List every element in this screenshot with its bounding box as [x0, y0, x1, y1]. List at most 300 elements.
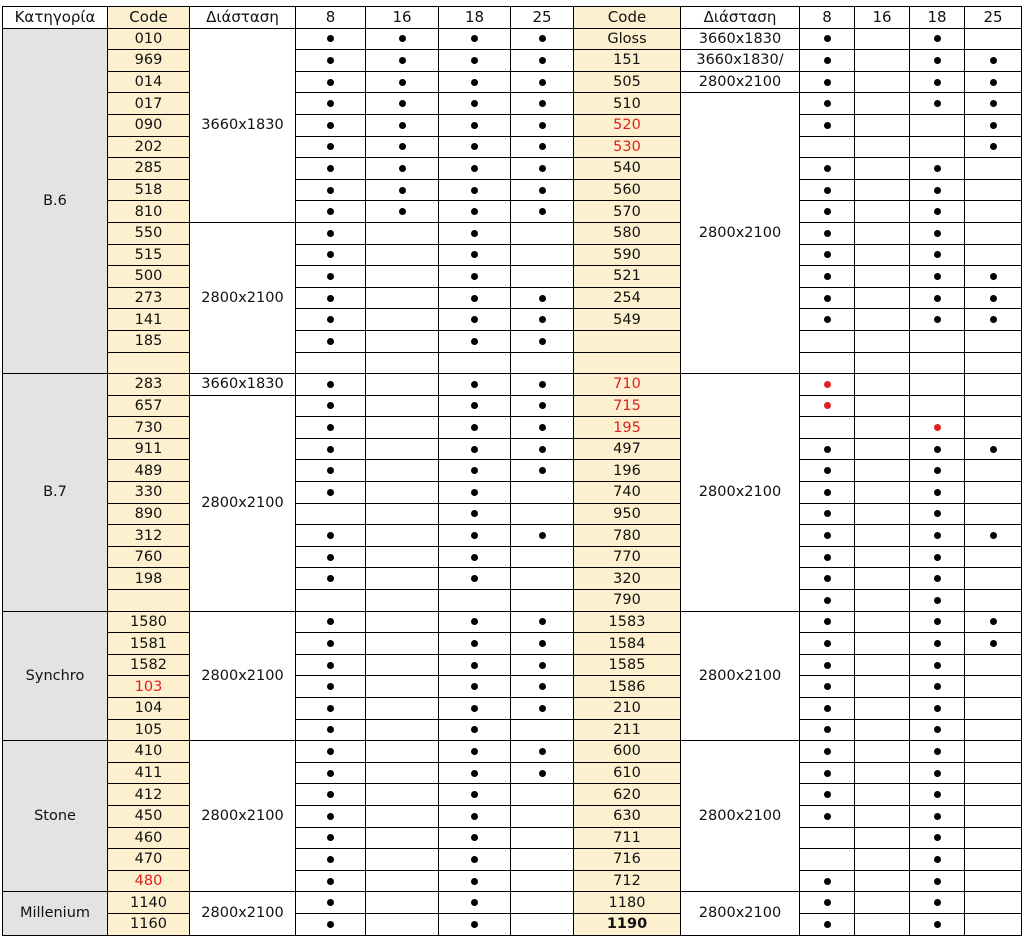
- availability-dot: [824, 532, 831, 539]
- availability-dot: [934, 467, 941, 474]
- right-availability-cell: [855, 719, 910, 741]
- table-row: [3, 654, 1022, 676]
- availability-dot: [824, 726, 831, 733]
- availability-dot: [471, 251, 478, 258]
- availability-dot: [934, 575, 941, 582]
- availability-dot: [539, 662, 546, 669]
- right-availability-cell: [910, 287, 965, 309]
- left-code-cell: 1582: [108, 654, 190, 676]
- left-availability-cell: [296, 114, 366, 136]
- availability-dot: [399, 100, 406, 107]
- availability-dot: [327, 57, 334, 64]
- right-availability-cell: [910, 590, 965, 612]
- left-code-cell: 105: [108, 719, 190, 741]
- right-availability-cell: [800, 93, 855, 115]
- availability-dot: [539, 683, 546, 690]
- left-availability-cell: [366, 546, 439, 568]
- right-availability-cell: [800, 827, 855, 849]
- right-availability-cell: [855, 374, 910, 396]
- right-availability-cell: [855, 136, 910, 158]
- right-availability-cell: [855, 201, 910, 223]
- availability-dot: [539, 446, 546, 453]
- right-availability-cell: [965, 698, 1022, 720]
- left-availability-cell: [511, 417, 574, 439]
- right-availability-cell: [910, 136, 965, 158]
- right-code-cell: 580: [574, 222, 681, 244]
- left-availability-cell: [439, 93, 511, 115]
- availability-dot: [471, 813, 478, 820]
- availability-dot: [934, 295, 941, 302]
- availability-dot: [471, 187, 478, 194]
- right-availability-cell: [965, 913, 1022, 935]
- left-availability-cell: [511, 654, 574, 676]
- right-code-cell: 712: [574, 870, 681, 892]
- availability-dot: [471, 338, 478, 345]
- right-availability-cell: [800, 222, 855, 244]
- right-availability-cell: [800, 849, 855, 871]
- left-availability-cell: [296, 309, 366, 331]
- availability-dot: [327, 489, 334, 496]
- left-availability-cell: [439, 374, 511, 396]
- left-code-cell: 500: [108, 266, 190, 288]
- left-availability-cell: [511, 352, 574, 374]
- right-availability-cell: [800, 892, 855, 914]
- availability-dot: [824, 316, 831, 323]
- right-availability-cell: [965, 654, 1022, 676]
- availability-dot: [539, 381, 546, 388]
- right-availability-cell: [910, 438, 965, 460]
- left-availability-cell: [296, 913, 366, 935]
- left-code-cell: 1140: [108, 892, 190, 914]
- right-availability-cell: [855, 28, 910, 50]
- availability-dot: [471, 532, 478, 539]
- right-code-cell: 1586: [574, 676, 681, 698]
- left-availability-cell: [439, 654, 511, 676]
- left-availability-cell: [439, 330, 511, 352]
- right-availability-cell: [855, 179, 910, 201]
- availability-dot: [539, 208, 546, 215]
- left-code-cell: 312: [108, 525, 190, 547]
- right-availability-cell: [855, 741, 910, 763]
- left-code-cell: 010: [108, 28, 190, 50]
- availability-dot: [539, 316, 546, 323]
- table-row: [3, 287, 1022, 309]
- availability-dot: [934, 726, 941, 733]
- availability-dot: [990, 618, 997, 625]
- left-availability-cell: [296, 892, 366, 914]
- left-availability-cell: [366, 870, 439, 892]
- availability-dot: [824, 57, 831, 64]
- table-row: [3, 460, 1022, 482]
- right-availability-cell: [910, 827, 965, 849]
- left-code-cell: 285: [108, 158, 190, 180]
- availability-dot: [471, 57, 478, 64]
- left-availability-cell: [511, 71, 574, 93]
- left-availability-cell: [439, 266, 511, 288]
- table-row: [3, 395, 1022, 417]
- left-availability-cell: [366, 222, 439, 244]
- availability-dot: [471, 510, 478, 517]
- availability-dot: [327, 532, 334, 539]
- table-row: [3, 849, 1022, 871]
- right-availability-cell: [800, 374, 855, 396]
- left-availability-cell: [296, 805, 366, 827]
- right-dimension-cell: 2800x2100: [681, 741, 800, 892]
- right-availability-cell: [855, 698, 910, 720]
- left-availability-cell: [511, 698, 574, 720]
- availability-dot: [934, 856, 941, 863]
- table-row: [3, 698, 1022, 720]
- right-availability-cell: [800, 568, 855, 590]
- left-availability-cell: [296, 417, 366, 439]
- right-availability-cell: [965, 676, 1022, 698]
- right-availability-cell: [855, 827, 910, 849]
- left-availability-cell: [366, 71, 439, 93]
- availability-dot: [327, 878, 334, 885]
- availability-dot: [990, 79, 997, 86]
- right-availability-cell: [800, 417, 855, 439]
- category-cell: B.6: [3, 28, 108, 374]
- left-availability-cell: [439, 28, 511, 50]
- availability-dot: [327, 208, 334, 215]
- availability-dot: [539, 705, 546, 712]
- right-availability-cell: [965, 158, 1022, 180]
- availability-dot: [471, 273, 478, 280]
- availability-dot-red: [824, 381, 831, 388]
- left-availability-cell: [439, 309, 511, 331]
- left-availability-cell: [366, 287, 439, 309]
- left-availability-cell: [511, 482, 574, 504]
- left-availability-cell: [439, 460, 511, 482]
- left-availability-cell: [511, 330, 574, 352]
- left-availability-cell: [296, 50, 366, 72]
- availability-dot: [471, 230, 478, 237]
- availability-dot: [990, 100, 997, 107]
- availability-dot: [471, 834, 478, 841]
- left-availability-cell: [511, 870, 574, 892]
- right-availability-cell: [855, 438, 910, 460]
- right-availability-cell: [800, 870, 855, 892]
- availability-dot: [327, 338, 334, 345]
- left-availability-cell: [439, 179, 511, 201]
- left-availability-cell: [511, 827, 574, 849]
- right-code-cell: 1583: [574, 611, 681, 633]
- right-availability-cell: [910, 201, 965, 223]
- left-availability-cell: [439, 438, 511, 460]
- availability-dot: [824, 187, 831, 194]
- left-availability-cell: [366, 698, 439, 720]
- availability-dot: [327, 381, 334, 388]
- right-availability-cell: [910, 676, 965, 698]
- right-availability-cell: [800, 784, 855, 806]
- left-availability-cell: [366, 374, 439, 396]
- category-cell: Millenium: [3, 892, 108, 935]
- availability-dot: [327, 791, 334, 798]
- availability-dot: [327, 467, 334, 474]
- right-availability-cell: [910, 266, 965, 288]
- availability-dot: [934, 899, 941, 906]
- availability-dot: [539, 35, 546, 42]
- right-availability-cell: [965, 50, 1022, 72]
- right-availability-cell: [800, 50, 855, 72]
- left-availability-cell: [366, 633, 439, 655]
- left-availability-cell: [511, 222, 574, 244]
- right-availability-cell: [910, 417, 965, 439]
- left-code-cell: 450: [108, 805, 190, 827]
- left-availability-cell: [366, 438, 439, 460]
- table-row: [3, 676, 1022, 698]
- availability-dot: [824, 510, 831, 517]
- category-cell: Synchro: [3, 611, 108, 741]
- availability-dot: [327, 230, 334, 237]
- right-code-cell: 711: [574, 827, 681, 849]
- left-code-cell: 411: [108, 762, 190, 784]
- table-row: [3, 28, 1022, 50]
- left-dimension-cell: 2800x2100: [190, 222, 296, 373]
- right-availability-cell: [910, 805, 965, 827]
- left-availability-cell: [439, 676, 511, 698]
- left-availability-cell: [511, 438, 574, 460]
- availability-dot: [824, 748, 831, 755]
- right-availability-cell: [965, 136, 1022, 158]
- availability-dot: [471, 705, 478, 712]
- availability-dot: [990, 295, 997, 302]
- availability-dot: [327, 618, 334, 625]
- table-row: [3, 546, 1022, 568]
- left-code-cell: 141: [108, 309, 190, 331]
- right-availability-cell: [800, 352, 855, 374]
- right-availability-cell: [965, 93, 1022, 115]
- right-code-cell: 320: [574, 568, 681, 590]
- right-dimension-cell: 2800x2100: [681, 93, 800, 374]
- left-availability-cell: [511, 28, 574, 50]
- right-code-cell: 521: [574, 266, 681, 288]
- availability-dot: [471, 446, 478, 453]
- table-row: [3, 374, 1022, 396]
- right-code-cell: 770: [574, 546, 681, 568]
- header-thickness-18-2: 18: [910, 7, 965, 29]
- left-availability-cell: [511, 93, 574, 115]
- left-availability-cell: [296, 525, 366, 547]
- right-availability-cell: [965, 805, 1022, 827]
- availability-dot: [990, 143, 997, 150]
- right-availability-cell: [965, 201, 1022, 223]
- availability-dot-red: [934, 424, 941, 431]
- left-availability-cell: [439, 633, 511, 655]
- header-thickness-8: 8: [296, 7, 366, 29]
- right-availability-cell: [855, 330, 910, 352]
- left-availability-cell: [511, 892, 574, 914]
- left-code-cell: 103: [108, 676, 190, 698]
- availability-dot: [934, 251, 941, 258]
- availability-dot: [399, 187, 406, 194]
- right-code-cell: 950: [574, 503, 681, 525]
- availability-dot: [934, 273, 941, 280]
- availability-dot: [327, 856, 334, 863]
- right-availability-cell: [965, 892, 1022, 914]
- right-availability-cell: [910, 93, 965, 115]
- availability-dot: [990, 446, 997, 453]
- left-code-cell: 969: [108, 50, 190, 72]
- table-row: [3, 827, 1022, 849]
- left-availability-cell: [511, 395, 574, 417]
- table-row: [3, 50, 1022, 72]
- right-code-cell: 1180: [574, 892, 681, 914]
- availability-dot: [399, 165, 406, 172]
- left-code-cell: 185: [108, 330, 190, 352]
- availability-dot: [934, 316, 941, 323]
- availability-dot: [471, 295, 478, 302]
- left-availability-cell: [366, 568, 439, 590]
- left-availability-cell: [296, 222, 366, 244]
- left-availability-cell: [296, 633, 366, 655]
- availability-dot: [471, 489, 478, 496]
- availability-dot: [824, 295, 831, 302]
- left-availability-cell: [296, 201, 366, 223]
- right-availability-cell: [910, 309, 965, 331]
- right-availability-cell: [965, 849, 1022, 871]
- right-availability-cell: [965, 460, 1022, 482]
- left-availability-cell: [366, 503, 439, 525]
- left-availability-cell: [296, 28, 366, 50]
- availability-dot: [471, 748, 478, 755]
- left-code-cell: 657: [108, 395, 190, 417]
- right-availability-cell: [855, 590, 910, 612]
- right-availability-cell: [910, 460, 965, 482]
- left-availability-cell: [366, 762, 439, 784]
- left-availability-cell: [511, 633, 574, 655]
- right-code-cell: 600: [574, 741, 681, 763]
- table-row: [3, 503, 1022, 525]
- header-thickness-25-2: 25: [965, 7, 1022, 29]
- right-availability-cell: [910, 762, 965, 784]
- left-availability-cell: [439, 158, 511, 180]
- right-availability-cell: [965, 330, 1022, 352]
- availability-dot: [990, 316, 997, 323]
- left-availability-cell: [296, 460, 366, 482]
- left-availability-cell: [439, 395, 511, 417]
- right-code-cell: 1190: [574, 913, 681, 935]
- left-availability-cell: [296, 546, 366, 568]
- table-row: [3, 136, 1022, 158]
- left-availability-cell: [296, 287, 366, 309]
- left-availability-cell: [439, 244, 511, 266]
- left-availability-cell: [296, 482, 366, 504]
- availability-dot: [990, 532, 997, 539]
- availability-dot: [824, 618, 831, 625]
- left-availability-cell: [296, 158, 366, 180]
- table-row: [3, 741, 1022, 763]
- availability-dot: [327, 640, 334, 647]
- right-availability-cell: [855, 158, 910, 180]
- table-row: [3, 762, 1022, 784]
- right-availability-cell: [965, 503, 1022, 525]
- left-availability-cell: [296, 330, 366, 352]
- table-row: [3, 719, 1022, 741]
- availability-dot: [824, 705, 831, 712]
- right-availability-cell: [965, 438, 1022, 460]
- availability-dot: [934, 79, 941, 86]
- right-availability-cell: [800, 654, 855, 676]
- table-row: [3, 93, 1022, 115]
- left-availability-cell: [439, 762, 511, 784]
- availability-dot: [471, 921, 478, 928]
- right-code-cell: 540: [574, 158, 681, 180]
- header-dimension-2: Διάσταση: [681, 7, 800, 29]
- right-dimension-cell: 2800x2100: [681, 892, 800, 935]
- left-code-cell: 518: [108, 179, 190, 201]
- availability-dot: [934, 770, 941, 777]
- right-code-cell: Gloss: [574, 28, 681, 50]
- header-code-2: Code: [574, 7, 681, 29]
- left-availability-cell: [511, 849, 574, 871]
- left-availability-cell: [511, 114, 574, 136]
- availability-dot: [824, 813, 831, 820]
- availability-dot: [327, 683, 334, 690]
- right-code-cell: [574, 352, 681, 374]
- availability-dot: [471, 856, 478, 863]
- right-availability-cell: [855, 114, 910, 136]
- table-row: [3, 482, 1022, 504]
- availability-dot: [471, 79, 478, 86]
- left-dimension-cell: 2800x2100: [190, 741, 296, 892]
- left-code-cell: [108, 590, 190, 612]
- left-code-cell: 489: [108, 460, 190, 482]
- left-code-cell: 014: [108, 71, 190, 93]
- availability-dot: [471, 208, 478, 215]
- left-availability-cell: [296, 266, 366, 288]
- right-availability-cell: [800, 590, 855, 612]
- availability-dot: [934, 554, 941, 561]
- availability-dot: [471, 122, 478, 129]
- right-availability-cell: [965, 762, 1022, 784]
- right-code-cell: 715: [574, 395, 681, 417]
- right-availability-cell: [965, 71, 1022, 93]
- left-availability-cell: [366, 50, 439, 72]
- left-availability-cell: [439, 805, 511, 827]
- right-availability-cell: [910, 870, 965, 892]
- availability-dot: [539, 640, 546, 647]
- availability-dot: [471, 35, 478, 42]
- left-availability-cell: [511, 309, 574, 331]
- right-code-cell: 210: [574, 698, 681, 720]
- availability-dot: [471, 640, 478, 647]
- table-row: [3, 913, 1022, 935]
- right-availability-cell: [800, 395, 855, 417]
- right-availability-cell: [910, 849, 965, 871]
- left-availability-cell: [366, 330, 439, 352]
- right-availability-cell: [910, 698, 965, 720]
- availability-dot: [934, 165, 941, 172]
- left-availability-cell: [366, 179, 439, 201]
- right-availability-cell: [800, 179, 855, 201]
- right-code-cell: 549: [574, 309, 681, 331]
- left-availability-cell: [366, 784, 439, 806]
- availability-dot: [934, 187, 941, 194]
- left-availability-cell: [511, 805, 574, 827]
- availability-dot: [327, 143, 334, 150]
- left-code-cell: 730: [108, 417, 190, 439]
- right-availability-cell: [965, 741, 1022, 763]
- availability-dot: [824, 575, 831, 582]
- right-availability-cell: [910, 395, 965, 417]
- right-availability-cell: [855, 805, 910, 827]
- availability-dot: [934, 878, 941, 885]
- right-code-cell: 505: [574, 71, 681, 93]
- right-availability-cell: [800, 698, 855, 720]
- right-availability-cell: [800, 28, 855, 50]
- right-availability-cell: [910, 374, 965, 396]
